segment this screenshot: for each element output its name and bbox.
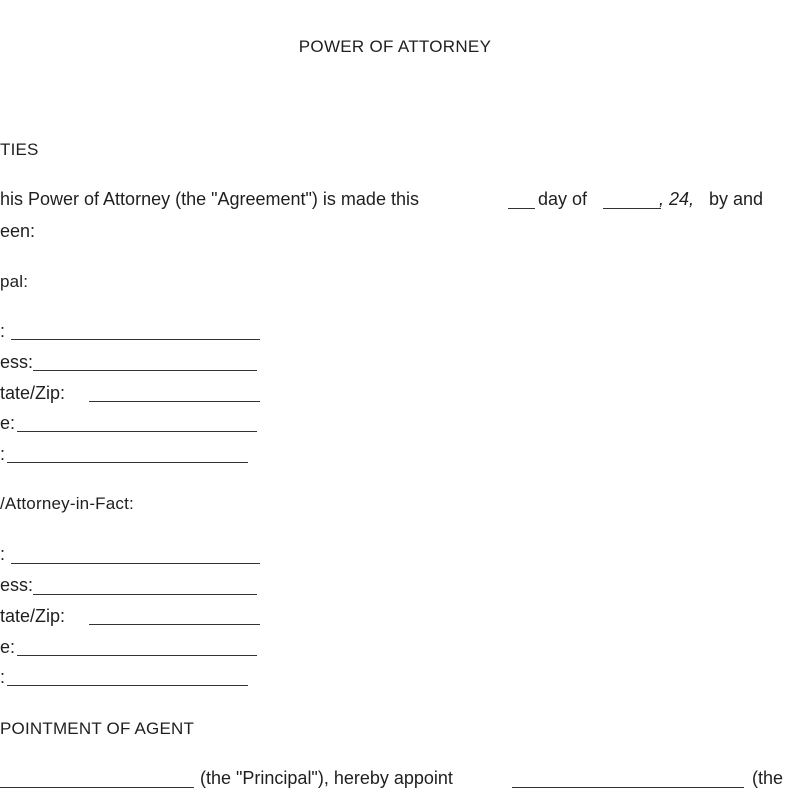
intro-text-part2: een: [0,221,36,241]
principal-phone-label: e: [0,413,16,433]
principal-email-label: : [0,444,6,464]
principal-email-line[interactable] [7,462,248,463]
agent-email-label: : [0,667,6,687]
section-heading-parties: TIES [0,140,39,159]
agent-city-state-zip-line[interactable] [89,624,260,625]
agent-city-state-zip-label: tate/Zip: [0,606,66,626]
section-heading-appointment: POINTMENT OF AGENT [0,719,195,738]
month-blank-line [603,208,661,209]
appointment-the-text: (the [752,768,784,788]
principal-name-line[interactable] [11,339,260,340]
agent-name-label: : [0,544,6,564]
principal-name-label: : [0,321,6,341]
agent-email-line[interactable] [7,685,248,686]
principal-name-blank-line[interactable] [0,787,194,788]
principal-city-state-zip-line[interactable] [89,401,260,402]
agent-phone-label: e: [0,637,16,657]
intro-text-by-and: by and [709,189,764,209]
agent-name-blank-line[interactable] [512,787,744,788]
principal-address-label: ess: [0,352,34,372]
intro-text-day-of: day of [538,189,588,209]
principal-phone-line[interactable] [17,431,257,432]
agent-address-label: ess: [0,575,34,595]
principal-city-state-zip-label: tate/Zip: [0,383,66,403]
principal-address-line[interactable] [33,370,257,371]
intro-text-year: , 24, [659,189,695,209]
document-title: POWER OF ATTORNEY [298,37,492,56]
agent-name-line[interactable] [11,563,260,564]
agent-heading: /Attorney-in-Fact: [0,494,134,513]
principal-heading: pal: [0,272,29,291]
agent-phone-line[interactable] [17,655,257,656]
agent-address-line[interactable] [33,594,257,595]
appointment-principal-text: (the "Principal"), hereby appoint [200,768,453,788]
intro-text-part1: his Power of Attorney (the "Agreement") is made this [0,189,419,209]
day-blank-line [508,208,535,209]
